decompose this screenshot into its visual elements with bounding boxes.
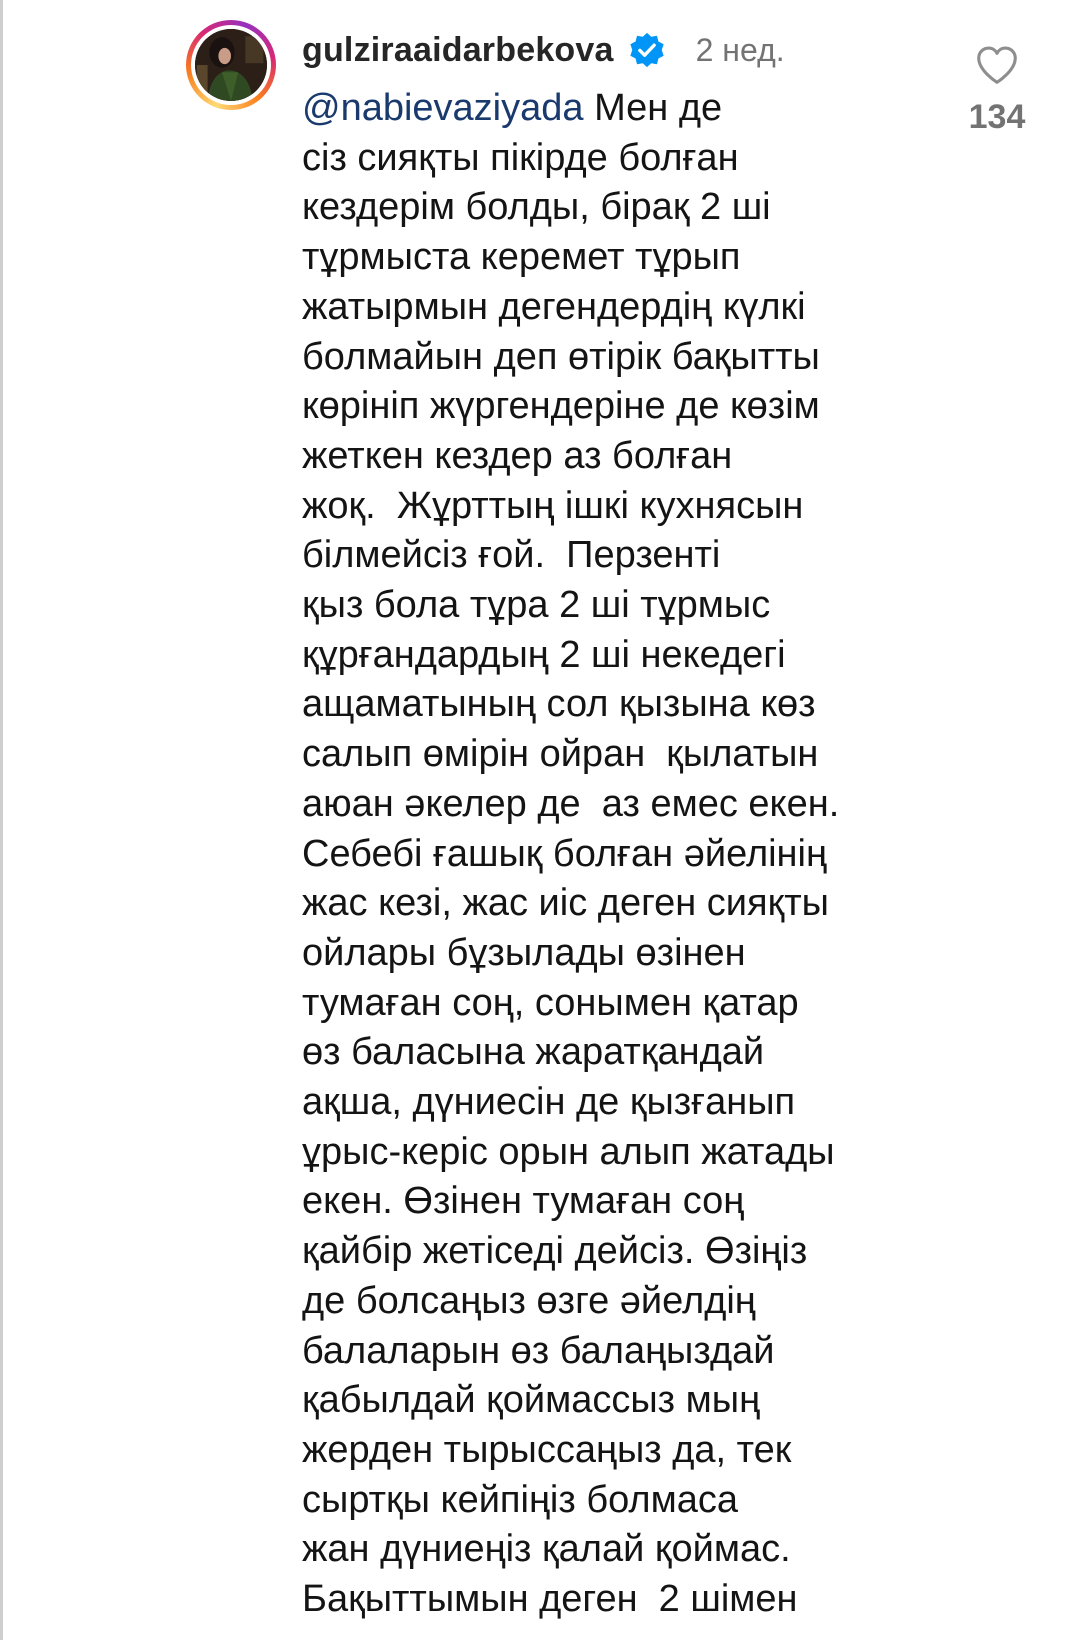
avatar xyxy=(195,29,267,101)
comment-line: қыз бола тұра 2 ші тұрмыс xyxy=(302,584,771,627)
comment-line: екен. Өзінен тумаған соң xyxy=(302,1180,745,1223)
left-edge-divider xyxy=(0,0,3,1640)
heart-outline-icon[interactable] xyxy=(975,44,1019,86)
comment-line: жерден тырыссаңыз да, тек xyxy=(302,1428,792,1471)
comment-line: сыртқы кейпіңіз болмаса xyxy=(302,1478,738,1521)
comment-line: жас кезі, жас иіс деген сияқты xyxy=(302,882,829,925)
comment-line: кездерім болды, бірақ 2 ші xyxy=(302,186,771,229)
avatar-photo xyxy=(195,29,267,101)
username-link[interactable]: gulziraaidarbekova xyxy=(302,30,614,69)
comment-line: білмейсіз ғой. Перзенті xyxy=(302,534,721,577)
mention-link[interactable]: @nabievaziyada xyxy=(302,87,584,129)
avatar-story-ring[interactable] xyxy=(186,20,276,110)
comment-line: ақша, дүниесін де қызғанып xyxy=(302,1081,796,1124)
comment-line: қайбір жетіседі дейсіз. Өзіңіз xyxy=(302,1230,808,1273)
comment-header xyxy=(302,24,785,76)
comment-line: жоқ. Жұрттың ішкі кухнясын xyxy=(302,484,804,527)
comment-line: өз баласына жаратқандай xyxy=(302,1031,765,1074)
comment-line: қабылдай қоймассыз мың xyxy=(302,1379,761,1422)
like-count[interactable]: 134 xyxy=(968,98,1026,136)
like-area xyxy=(962,44,1032,137)
comment-line: тұрмыста керемет тұрып xyxy=(302,236,741,279)
comment-line: ащаматының сол қызына көз xyxy=(302,683,816,726)
comment-line: балаларын өз балаңыздай xyxy=(302,1329,775,1372)
comment-line: салып өмірін ойран қылатын xyxy=(302,733,819,776)
comment-line: ұрыс-керіс орын алып жатады xyxy=(302,1130,835,1173)
comment-line: ойлары бұзылады өзінен xyxy=(302,931,746,974)
comment-line: жатырмын дегендердің күлкі xyxy=(302,285,806,328)
comment-line: жан дүниеңіз қалай қоймас. xyxy=(302,1528,791,1571)
comment-line: Мен де xyxy=(583,87,723,129)
comment-line: құрғандардың 2 ші некедегі xyxy=(302,633,786,676)
comment-line: сіз сияқты пікірде болған xyxy=(302,136,739,179)
comment-line: көрініп жүргендеріне де көзім xyxy=(302,385,820,428)
comment-timestamp: 2 нед. xyxy=(695,31,785,68)
comment-line: де болсаңыз өзге әйелдің xyxy=(302,1279,756,1322)
comment-line: жеткен кездер аз болған xyxy=(302,434,733,477)
comment-line: тумаған соң, сонымен қатар xyxy=(302,981,799,1024)
comment-line: Себебі ғашық болған әйелінің xyxy=(302,832,827,875)
comment-line: Бақыттымын деген 2 шімен xyxy=(302,1578,798,1621)
comment-text xyxy=(302,84,942,1625)
comment-line: аюан әкелер де аз емес екен. xyxy=(302,782,840,825)
comment-line: болмайын деп өтірік бақытты xyxy=(302,335,820,378)
verified-badge-icon xyxy=(628,31,666,69)
